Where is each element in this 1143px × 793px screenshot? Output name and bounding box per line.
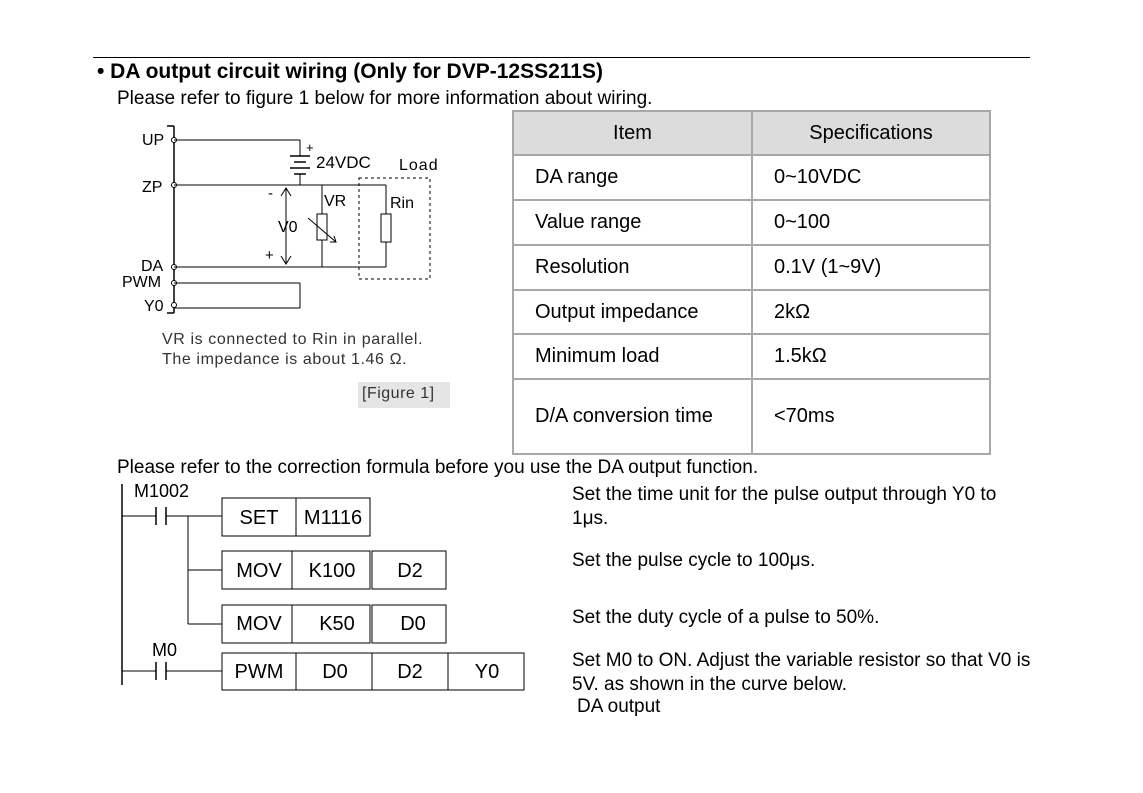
- operand-d0: D0: [322, 661, 348, 683]
- table-row: [513, 334, 990, 379]
- operand-k50: K50: [319, 613, 355, 635]
- terminal-up: UP: [142, 132, 165, 149]
- table-row: [513, 200, 990, 245]
- table-cell: 2kΩ: [752, 290, 990, 334]
- terminal-da: DA: [141, 258, 164, 275]
- operand-m1116: M1116: [303, 507, 363, 529]
- svg-text:+: +: [265, 247, 274, 264]
- table-row: [513, 290, 990, 334]
- instr-mov: MOV: [236, 560, 282, 582]
- comment-set-m0: Set M0 to ON. Adjust the variable resistor so that V0 is 5V. as shown in the curve below.: [572, 650, 1031, 695]
- comment-da-output: DA output: [577, 696, 661, 717]
- spec-table: [512, 110, 991, 455]
- contact-m1002-label: M1002: [134, 481, 190, 501]
- table-cell: DA range: [513, 155, 752, 200]
- top-rule: [93, 57, 1030, 58]
- instr-pwm: PWM: [234, 661, 284, 683]
- instr-set: SET: [239, 507, 279, 529]
- comment-time-unit: Set the time unit for the pulse output through Y0 to 1μs.: [572, 484, 997, 529]
- rin-label: Rin: [390, 195, 415, 212]
- load-label: Load: [399, 157, 439, 174]
- table-cell: 0.1V (1~9V): [752, 245, 990, 290]
- figure-caption: [Figure 1]: [362, 385, 435, 402]
- table-row: [513, 155, 990, 200]
- operand-d2: D2: [397, 661, 423, 683]
- supply-label: 24VDC: [316, 153, 371, 172]
- header-item: Item: [513, 111, 752, 155]
- comment-pulse-cycle: Set the pulse cycle to 100μs.: [572, 550, 816, 571]
- table-cell: 1.5kΩ: [752, 334, 990, 379]
- table-row: [513, 245, 990, 290]
- contact-m0-label: M0: [152, 640, 178, 660]
- figure-note-line1: VR is connected to Rin in parallel.: [162, 331, 424, 348]
- vr-label: VR: [324, 193, 347, 210]
- table-row: [513, 379, 990, 454]
- header-specifications: Specifications: [752, 111, 990, 155]
- v0-label: V0: [278, 219, 298, 236]
- table-cell: <70ms: [752, 379, 990, 454]
- table-cell: Output impedance: [513, 290, 752, 334]
- section-heading: • DA output circuit wiring (Only for DVP-12SS211S): [97, 60, 603, 83]
- operand-k100: K100: [308, 560, 356, 582]
- svg-text:-: -: [268, 185, 273, 202]
- table-cell: Minimum load: [513, 334, 752, 379]
- terminal-zp: ZP: [142, 179, 163, 196]
- figure-note-line2: The impedance is about 1.46 Ω.: [162, 351, 408, 368]
- instr-mov: MOV: [236, 613, 282, 635]
- table-cell: Resolution: [513, 245, 752, 290]
- svg-text:+: +: [306, 140, 314, 155]
- operand-d0: D0: [400, 613, 426, 635]
- table-header-row: [513, 111, 990, 155]
- correction-text: Please refer to the correction formula before you use the DA output function.: [117, 457, 759, 478]
- table-cell: 0~10VDC: [752, 155, 990, 200]
- table-cell: 0~100: [752, 200, 990, 245]
- terminal-pwm: PWM: [122, 274, 162, 291]
- comment-duty-cycle: Set the duty cycle of a pulse to 50%.: [572, 607, 880, 628]
- table-cell: D/A conversion time: [513, 379, 752, 454]
- table-cell: Value range: [513, 200, 752, 245]
- operand-y0: Y0: [474, 661, 500, 683]
- terminal-y0: Y0: [144, 298, 164, 315]
- intro-text: Please refer to figure 1 below for more information about wiring.: [117, 88, 653, 109]
- ladder-diagram: [110, 478, 530, 693]
- wiring-diagram: [110, 118, 460, 318]
- operand-d2: D2: [397, 560, 423, 582]
